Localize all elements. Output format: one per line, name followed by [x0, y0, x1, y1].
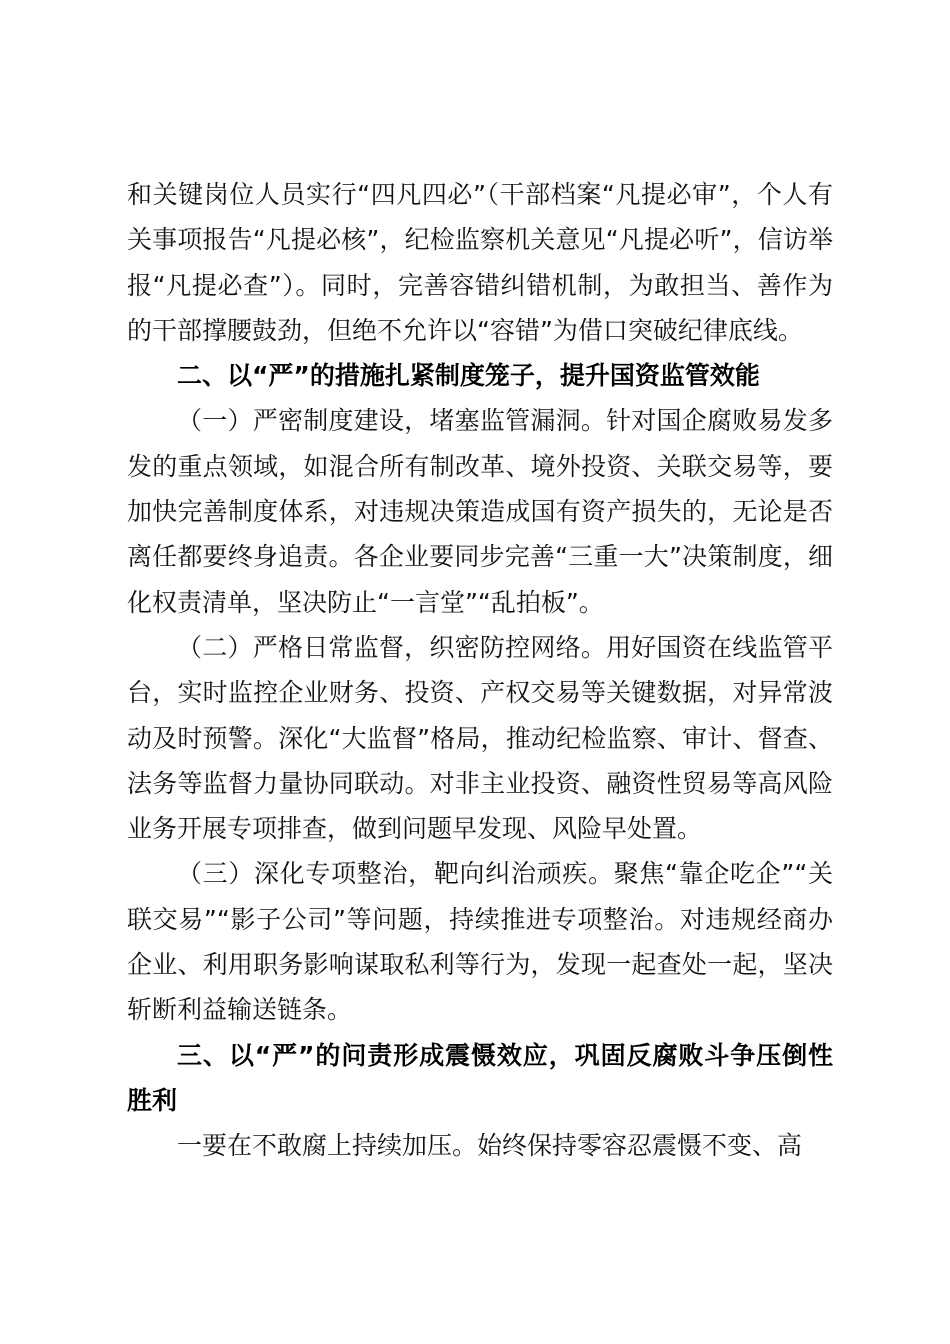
- paragraph-continuation: 和关键岗位人员实行“四凡四必”（干部档案“凡提必审”，个人有关事项报告“凡提必核”，纪检监察机关意见“凡提必听”，信访举报“凡提必查”）。同时，完善容错纠错机制，为敢担当、善作为的干部撑腰鼓劲，但绝不允许以“容错”为借口突破纪律底线。: [127, 180, 833, 345]
- section-heading-three: 三、以“严”的问责形成震慑效应，巩固反腐败斗争压倒性胜利: [127, 1040, 833, 1115]
- paragraph-item-three: （三）深化专项整治，靶向纠治顽疾。聚焦“靠企吃企”“关联交易”“影子公司”等问题，持续推进专项整治。对违规经商办企业、利用职务影响谋取私利等行为，发现一起查处一起，坚决斩断利益输送链条。: [127, 859, 833, 1025]
- paragraph-item-two: （二）严格日常监督，织密防控网络。用好国资在线监管平台，实时监控企业财务、投资、产权交易等关键数据，对异常波动及时预警。深化“大监督”格局，推动纪检监察、审计、督查、法务等监督力量协同联动。对非主业投资、融资性贸易等高风险业务开展专项排查，做到问题早发现、风险早处置。: [127, 632, 833, 844]
- paragraph-item-one: （一）严密制度建设，堵塞监管漏洞。针对国企腐败易发多发的重点领域，如混合所有制改革、境外投资、关联交易等，要加快完善制度体系，对违规决策造成国有资产损失的，无论是否离任都要终身追责。各企业要同步完善“三重一大”决策制度，细化权责清单，坚决防止“一言堂”“乱拍板”。: [127, 406, 833, 617]
- paragraph-first-point: 一要在不敢腐上持续加压。始终保持零容忍震慑不变、高: [177, 1131, 803, 1161]
- document-body: [127, 172, 833, 1169]
- section-heading-two: 二、以“严”的措施扎紧制度笼子，提升国资监管效能: [177, 361, 760, 391]
